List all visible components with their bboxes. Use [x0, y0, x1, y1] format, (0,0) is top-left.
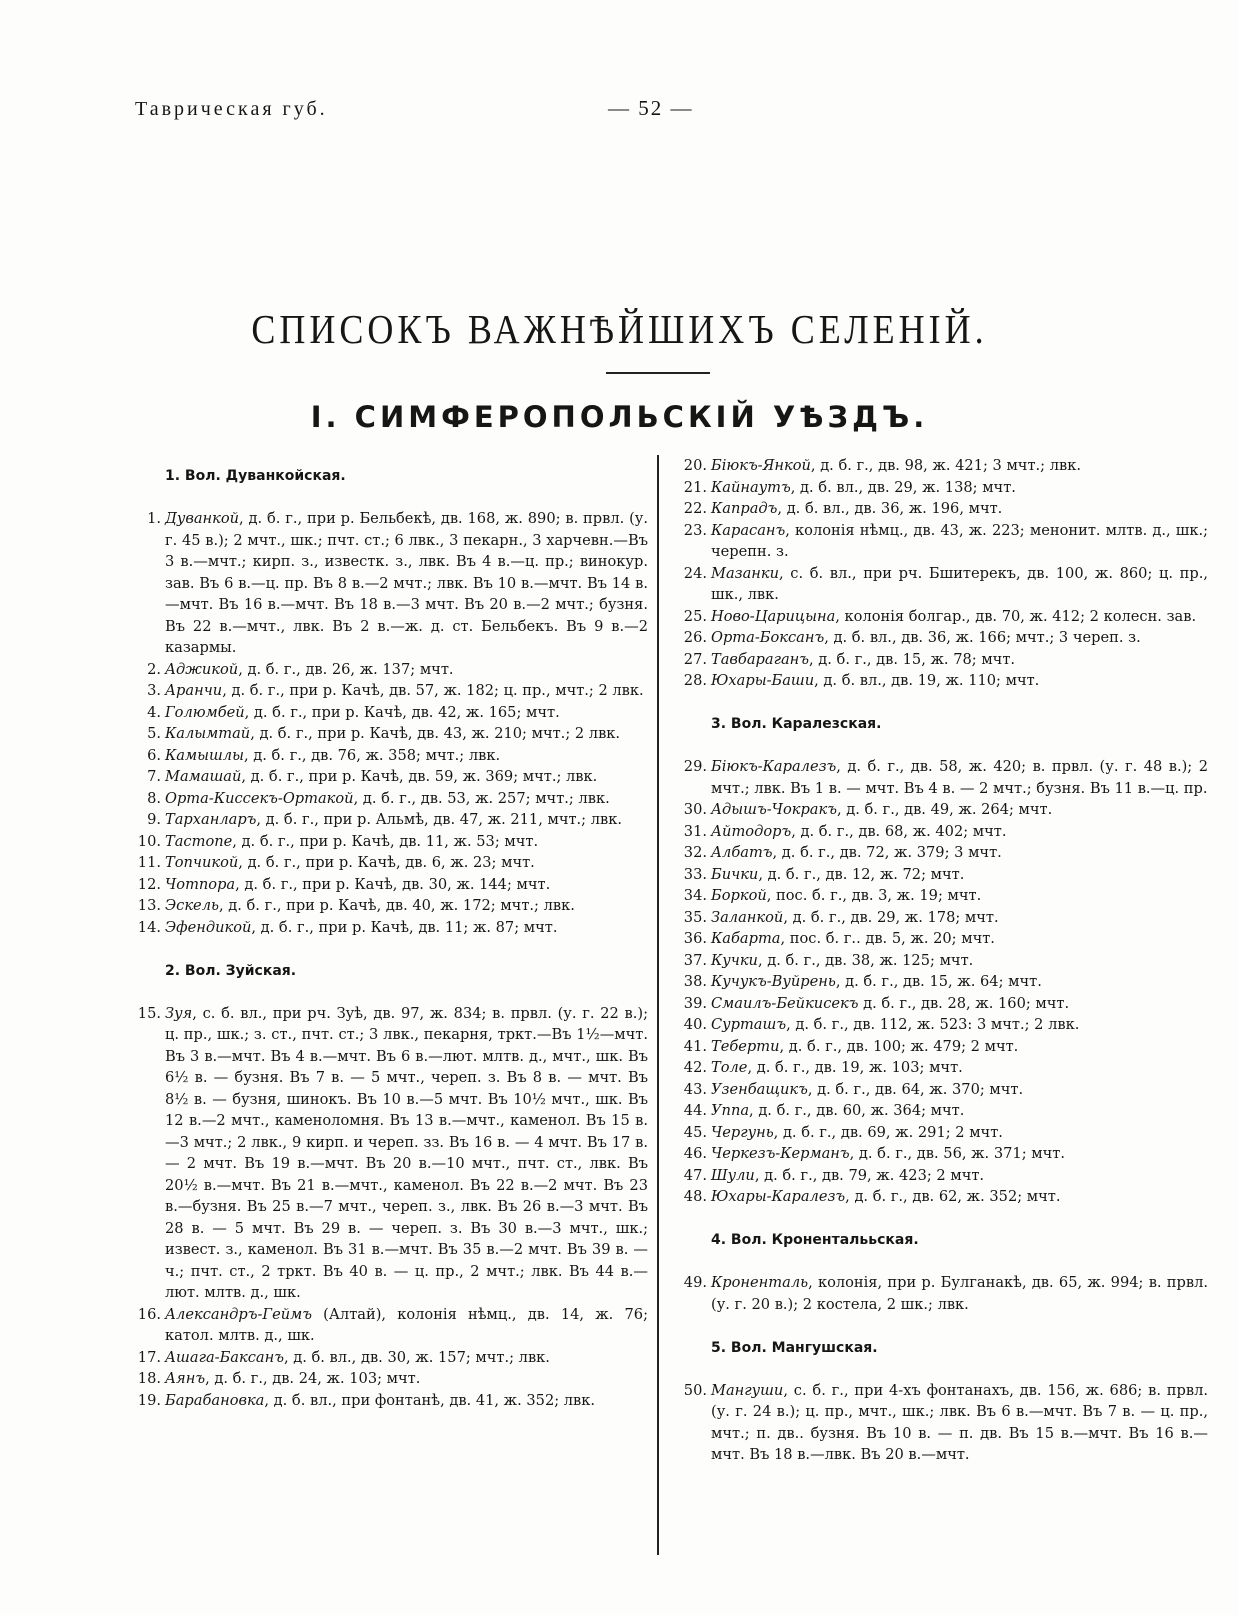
settlement-entry	[137, 680, 648, 702]
settlement-entry	[683, 627, 1208, 649]
entry-number: 8.	[147, 789, 161, 807]
settlement-entry	[137, 895, 648, 917]
settlement-name: Орта-Боксанъ	[711, 629, 825, 646]
entry-number: 44.	[683, 1102, 707, 1119]
settlement-entry	[683, 1014, 1208, 1036]
settlement-entry	[137, 1304, 648, 1347]
entry-number: 31.	[683, 822, 707, 840]
settlement-name: Чергунь	[711, 1123, 774, 1141]
entry-number: 7.	[147, 768, 161, 785]
settlement-entry	[137, 702, 648, 724]
settlement-details: , д. б. г., при р. Качѣ, дв. 11, ж. 53; мчт.	[232, 832, 539, 850]
entry-number: 2.	[147, 660, 161, 678]
settlement-name: Бички	[711, 865, 759, 883]
settlement-name: Боркой	[711, 887, 767, 904]
settlement-entry	[683, 1272, 1208, 1315]
settlement-name: Карасанъ	[711, 521, 786, 539]
settlement-name: Албатъ	[711, 844, 773, 861]
settlement-list	[683, 455, 1208, 692]
settlement-details: , д. б. вл., дв. 30, ж. 157; мчт.; лвк.	[283, 1348, 550, 1366]
settlement-details: , д. б. г., дв. 49, ж. 264; мчт.	[836, 801, 1053, 818]
settlement-entry	[683, 1165, 1208, 1187]
settlement-entry	[137, 1003, 648, 1304]
settlement-details: , д. б. г., дв. 62, ж. 352; мчт.	[845, 1188, 1061, 1205]
settlement-entry	[683, 1079, 1208, 1101]
settlement-entry	[683, 1057, 1208, 1079]
settlement-entry	[683, 563, 1208, 606]
settlement-name: Біюкъ-Янкой	[711, 457, 811, 474]
settlement-entry	[683, 498, 1208, 520]
settlement-entry	[137, 766, 648, 788]
entry-number: 9.	[147, 811, 161, 828]
entry-number: 19.	[137, 1391, 161, 1409]
settlement-list	[683, 756, 1208, 1208]
settlement-details: , д. б. г., дв. 60, ж. 364; мчт.	[749, 1102, 965, 1119]
entry-number: 11.	[137, 854, 161, 871]
entry-number: 37.	[683, 951, 707, 969]
settlement-entry	[683, 1380, 1208, 1466]
entry-number: 16.	[137, 1305, 161, 1323]
entry-number: 33.	[683, 865, 707, 883]
settlement-list	[137, 1003, 648, 1412]
settlement-name: Мамашай	[165, 768, 242, 785]
settlement-entry	[137, 852, 648, 874]
settlement-details: (Алтай), колонія нѣмц., дв. 14, ж. 76; катол. млтв. д., шк.	[165, 1305, 648, 1344]
settlement-name: Сурташъ	[711, 1016, 787, 1033]
entry-number: 5.	[147, 725, 161, 742]
settlement-details: , д. б. г., при р. Бельбекѣ, дв. 168, ж. 890; в. првл. (у. г. 45 в.); 2 мчт., шк.; пчт. ст.; 6 лвк., 3 пекарн., 3 харчевн.—Въ 3 в.—мчт.; кирп. з., известк. з., лвк. Въ 4 в.—ц. пр.; винокур. зав. Въ 6 в.—ц. пр. Въ 8 в.—2 мчт.; лвк. Въ 10 в.—мчт. Въ 14 в.—мчт. Въ 16 в.—мчт. Въ 18 в.—3 мчт. Въ 20 в.—2 мчт.; бузня. Въ 22 в.—мчт., лвк. Въ 2 в.—ж. д. ст. Бельбекъ. Въ 9 в.—2 казармы.	[165, 510, 648, 656]
settlement-details: , д. б. вл., дв. 29, ж. 138; мчт.	[790, 478, 1016, 496]
settlement-details: , д. б. г., при р. Качѣ, дв. 6, ж. 23; мчт.	[238, 854, 535, 871]
settlement-details: , д. б. г., дв. 64, ж. 370; мчт.	[807, 1080, 1024, 1098]
settlement-name: Ашага-Баксанъ	[165, 1348, 284, 1366]
settlement-entry	[683, 799, 1208, 821]
settlement-details: , д. б. г., дв. 79, ж. 423; 2 мчт.	[754, 1166, 985, 1184]
entry-number: 40.	[683, 1016, 707, 1033]
title-divider	[606, 372, 710, 374]
settlement-details: , колонія, при р. Булганакѣ, дв. 65, ж. 994; в. првл. (у. г. 20 в.); 2 костела, 2 шк.; лвк.	[711, 1274, 1208, 1313]
settlement-list	[683, 1272, 1208, 1315]
entry-number: 49.	[683, 1274, 707, 1291]
settlement-list	[137, 508, 648, 938]
settlement-details: , д. б. г., при р. Альмѣ, дв. 47, ж. 211, мчт.; лвк.	[256, 811, 622, 828]
settlement-details: , д. б. г., дв. 29, ж. 178; мчт.	[783, 908, 999, 926]
settlement-details: , д. б. г., при р. Качѣ, дв. 11; ж. 87; мчт.	[251, 918, 558, 936]
settlement-name: Зуя	[165, 1004, 193, 1022]
settlement-name: Уппа	[711, 1102, 750, 1119]
settlement-details: , д. б. г., дв. 72, ж. 379; 3 мчт.	[772, 844, 1002, 861]
settlement-entry	[137, 788, 648, 810]
settlement-entry	[683, 606, 1208, 628]
settlement-name: Мангуши	[711, 1381, 784, 1399]
entry-number: 21.	[683, 478, 707, 496]
entry-number: 29.	[683, 758, 707, 775]
settlement-details: , д. б. вл., дв. 19, ж. 110; мчт.	[814, 672, 1040, 689]
settlement-details: , д. б. г., при р. Качѣ, дв. 42, ж. 165; мчт.	[244, 703, 560, 721]
settlement-entry	[683, 993, 1208, 1015]
settlement-details: , д. б. г., дв. 58, ж. 420; в. првл. (у. г. 48 в.); 2 мчт.; лвк. Въ 1 в. — мчт. Въ 4 в. — 2 мчт.; бузня. Въ 11 в.—ц. пр.	[711, 758, 1208, 797]
settlement-details: , с. б. вл., при рч. Зуѣ, дв. 97, ж. 834; в. првл. (у. г. 22 в.); ц. пр., шк.; з. ст., пчт. ст.; 3 лвк., пекарня, тркт.—Въ 1½—мчт. Въ 3 в.—мчт. Въ 4 в.—мчт. Въ 6 в.—лют. млтв. д., мчт., шк. Въ 6½ в. — бузня. Въ 7 в. — 5 мчт., череп. з. Въ 8 в. — мчт. Въ 8½ в. — бузня, шинокъ. Въ 10 в.—5 мчт. Въ 10½ мчт., шк. Въ 12 в.—2 мчт., каменоломня. Въ 13 в.—мчт., каменол. Въ 15 в.—3 мчт.; 2 лвк., 9 кирп. и череп. зз. Въ 16 в. — 4 мчт. Въ 17 в. — 2 мчт. Въ 19 в.—мчт. Въ 20 в.—10 мчт., пчт. ст., лвк. Въ 20½ в.—мчт. Въ 21 в.—мчт., каменол. Въ 22 в.—2 мчт. Въ 23 в.—бузня. Въ 25 в.—7 мчт., череп. з., лвк. Въ 26 в.—3 мчт. Въ 28 в. — 5 мчт. Въ 29 в. — череп. з. Въ 30 в.—3 мчт., шк.; извест. з., каменол. Въ 31 в.—мчт. Въ 35 в.—2 мчт. Въ 39 в. — ч.; пчт. ст., 2 тркт. Въ 40 в. — ц. пр., 2 мчт.; лвк. Въ 44 в.—лют. млтв. д., шк.	[165, 1004, 648, 1301]
entry-number: 41.	[683, 1037, 707, 1055]
settlement-entry	[683, 455, 1208, 477]
entry-number: 42.	[683, 1059, 707, 1076]
page-title: СПИСОКЪ ВАЖНѢЙШИХЪ СЕЛЕНІЙ.	[251, 306, 988, 352]
settlement-details: , д. б. вл., при фонтанѣ, дв. 41, ж. 352; лвк.	[264, 1391, 596, 1409]
settlement-name: Кучки	[711, 951, 758, 969]
settlement-entry	[683, 670, 1208, 692]
settlement-details: , д. б. г., при р. Качѣ, дв. 57, ж. 182; ц. пр., мчт.; 2 лвк.	[222, 682, 644, 699]
settlement-details: , д. б. г., дв. 69, ж. 291; 2 мчт.	[773, 1123, 1003, 1141]
volost-heading: 4. Вол. Кроненталььская.	[711, 1232, 919, 1248]
settlement-name: Барабановка	[165, 1391, 265, 1409]
settlement-name: Узенбащикъ	[711, 1080, 808, 1098]
entry-number: 36.	[683, 930, 707, 947]
settlement-name: Теберти	[711, 1037, 780, 1055]
settlement-entry	[683, 1036, 1208, 1058]
settlement-entry	[683, 756, 1208, 799]
settlement-name: Эскель	[165, 897, 219, 914]
entry-number: 6.	[147, 746, 161, 764]
running-title: Таврическая губ.	[135, 98, 328, 120]
settlement-details: , д. б. г., при р. Качѣ, дв. 59, ж. 369; мчт.; лвк.	[241, 768, 598, 785]
entry-number: 50.	[683, 1381, 707, 1399]
volost-heading: 3. Вол. Каралезская.	[711, 716, 882, 732]
settlement-name: Кабарта	[711, 930, 781, 947]
settlement-entry	[683, 864, 1208, 886]
settlement-name: Юхары-Каралезъ	[711, 1188, 846, 1205]
settlement-details: , д. б. вл., дв. 36, ж. 166; мчт.; 3 череп. з.	[824, 629, 1141, 646]
settlement-details: , д. б. г., дв. 98, ж. 421; 3 мчт.; лвк.	[810, 457, 1081, 474]
settlement-entry	[683, 821, 1208, 843]
settlement-details: , д. б. г., дв. 19, ж. 103; мчт.	[747, 1059, 963, 1076]
settlement-entry	[137, 1368, 648, 1390]
entry-number: 24.	[683, 564, 707, 582]
settlement-name: Аджикой	[165, 660, 239, 678]
settlement-name: Тавбараганъ	[711, 650, 809, 668]
settlement-name: Біюкъ-Каралезъ	[711, 758, 837, 775]
entry-number: 34.	[683, 887, 707, 904]
settlement-entry	[137, 831, 648, 853]
settlement-entry	[137, 508, 648, 659]
settlement-entry	[683, 842, 1208, 864]
settlement-entry	[137, 809, 648, 831]
settlement-details: , д. б. г., дв. 68, ж. 402; мчт.	[791, 822, 1007, 840]
settlement-details: , д. б. вл., дв. 36, ж. 196, мчт.	[777, 500, 1003, 517]
entry-number: 1.	[147, 510, 161, 527]
entry-number: 46.	[683, 1145, 707, 1162]
settlement-details: , д. б. г., при р. Качѣ, дв. 43, ж. 210; мчт.; 2 лвк.	[250, 725, 621, 742]
settlement-entry	[683, 1100, 1208, 1122]
settlement-name: Заланкой	[711, 908, 784, 926]
settlement-entry	[683, 520, 1208, 563]
entry-number: 23.	[683, 521, 707, 539]
settlement-entry	[137, 874, 648, 896]
entry-number: 3.	[147, 682, 161, 699]
settlement-details: , д. б. г., дв. 100; ж. 479; 2 мчт.	[779, 1037, 1019, 1055]
entry-number: 25.	[683, 607, 707, 625]
settlement-name: Эфендикой	[165, 918, 252, 936]
settlement-entry	[683, 928, 1208, 950]
left-column	[137, 455, 648, 1411]
settlement-name: Айтодоръ	[711, 822, 792, 840]
settlement-entry	[137, 1390, 648, 1412]
settlement-name: Орта-Киссекъ-Ортакой	[165, 789, 354, 807]
settlement-name: Черкезъ-Керманъ	[711, 1145, 850, 1162]
settlement-name: Капрадъ	[711, 500, 778, 517]
entry-number: 12.	[137, 875, 161, 893]
settlement-name: Адышъ-Чокракъ	[711, 801, 837, 818]
settlement-details: , д. б. г., при р. Качѣ, дв. 40, ж. 172; мчт.; лвк.	[218, 897, 575, 914]
settlement-name: Тастопе	[165, 832, 233, 850]
settlement-details: , д. б. г., дв. 76, ж. 358; мчт.; лвк.	[243, 746, 501, 764]
entry-number: 26.	[683, 629, 707, 646]
entry-number: 45.	[683, 1123, 707, 1141]
settlement-entry	[137, 1347, 648, 1369]
entry-number: 18.	[137, 1370, 161, 1387]
entry-number: 15.	[137, 1004, 161, 1022]
page-number: — 52 —	[608, 96, 694, 120]
settlement-name: Калымтай	[165, 725, 251, 742]
volost-heading: 1. Вол. Дуванкойская.	[165, 468, 346, 484]
entry-number: 43.	[683, 1080, 707, 1098]
settlement-details: , д. б. г., дв. 24, ж. 103; мчт.	[205, 1370, 421, 1387]
settlement-entry	[683, 649, 1208, 671]
settlement-details: , д. б. г., дв. 53, ж. 257; мчт.; лвк.	[353, 789, 610, 807]
settlement-details: , д. б. г., дв. 15, ж. 64; мчт.	[835, 973, 1042, 990]
volost-heading: 5. Вол. Мангушская.	[711, 1339, 878, 1356]
entry-number: 47.	[683, 1166, 707, 1184]
settlement-details: , с. б. г., при 4-хъ фонтанахъ, дв. 156, ж. 686; в. првл. (у. г. 24 в.); ц. пр., мчт., шк.; лвк. Въ 6 в.—мчт. Въ 7 в. — ц. пр., мчт.; п. дв.. бузня. Въ 10 в. — п. дв. Въ 15 в.—мчт. Въ 16 в.—мчт. Въ 18 в.—лвк. Въ 20 в.—мчт.	[711, 1381, 1208, 1463]
settlement-details: , колонія нѣмц., дв. 43, ж. 223; менонит. млтв. д., шк.; черепн. з.	[711, 521, 1208, 560]
settlement-name: Толе	[711, 1059, 748, 1076]
settlement-details: , д. б. г., дв. 112, ж. 523: 3 мчт.; 2 лвк.	[786, 1016, 1080, 1033]
settlement-details: , д. б. г., дв. 15, ж. 78; мчт.	[809, 650, 1016, 668]
entry-number: 39.	[683, 994, 707, 1012]
entry-number: 32.	[683, 844, 707, 861]
settlement-entry	[683, 971, 1208, 993]
settlement-name: Мазанки	[711, 564, 780, 582]
settlement-details: д. б. г., дв. 28, ж. 160; мчт.	[858, 994, 1070, 1012]
settlement-entry	[137, 659, 648, 681]
settlement-name: Чотпора	[165, 875, 236, 893]
entry-number: 17.	[137, 1348, 161, 1366]
entry-number: 27.	[683, 650, 707, 668]
settlement-name: Аранчи	[165, 682, 223, 699]
settlement-name: Смаилъ-Бейкисекъ	[711, 994, 859, 1012]
settlement-details: , колонія болгар., дв. 70, ж. 412; 2 колесн. зав.	[835, 607, 1197, 625]
settlement-name: Аянъ	[165, 1370, 206, 1387]
settlement-entry	[683, 885, 1208, 907]
settlement-name: Александръ-Геймъ	[165, 1305, 312, 1323]
settlement-details: , д. б. г., дв. 38, ж. 125; мчт.	[757, 951, 974, 969]
entry-number: 35.	[683, 908, 707, 926]
entry-number: 20.	[683, 457, 707, 474]
entry-number: 13.	[137, 897, 161, 914]
settlement-entry	[683, 1143, 1208, 1165]
settlement-name: Дуванкой	[165, 510, 240, 527]
column-divider	[657, 455, 659, 1555]
entry-number: 4.	[147, 703, 161, 721]
entry-number: 10.	[137, 832, 161, 850]
settlement-entry	[683, 477, 1208, 499]
settlement-name: Топчикой	[165, 854, 239, 871]
entry-number: 22.	[683, 500, 707, 517]
settlement-name: Кроненталь	[711, 1274, 809, 1291]
settlement-details: , д. б. г., при р. Качѣ, дв. 30, ж. 144; мчт.	[235, 875, 551, 893]
settlement-entry	[137, 745, 648, 767]
entry-number: 28.	[683, 672, 707, 689]
right-column	[683, 455, 1208, 1466]
entry-number: 48.	[683, 1188, 707, 1205]
settlement-name: Юхары-Баши	[711, 672, 815, 689]
settlement-details: , пос. б. г.. дв. 5, ж. 20; мчт.	[780, 930, 995, 947]
settlement-name: Тарханларъ	[165, 811, 257, 828]
volost-heading: 2. Вол. Зуйская.	[165, 962, 297, 979]
entry-number: 14.	[137, 918, 161, 936]
settlement-entry	[683, 907, 1208, 929]
settlement-name: Кучукъ-Вуйрень	[711, 973, 836, 990]
settlement-entry	[683, 1122, 1208, 1144]
settlement-entry	[137, 723, 648, 745]
entry-number: 38.	[683, 973, 707, 990]
settlement-entry	[683, 1186, 1208, 1208]
entry-number: 30.	[683, 801, 707, 818]
section-title: I. СИМФЕРОПОЛЬСКІЙ УѢЗДЪ.	[310, 400, 929, 434]
settlement-entry	[683, 950, 1208, 972]
settlement-list	[683, 1380, 1208, 1466]
settlement-details: , с. б. вл., при рч. Бшитерекъ, дв. 100, ж. 860; ц. пр., шк., лвк.	[711, 564, 1208, 603]
settlement-name: Камышлы	[165, 746, 244, 764]
settlement-name: Шули	[711, 1166, 755, 1184]
settlement-name: Ново-Царицына	[711, 607, 836, 625]
settlement-details: , д. б. г., дв. 26, ж. 137; мчт.	[238, 660, 454, 678]
settlement-entry	[137, 917, 648, 939]
settlement-details: , д. б. г., дв. 12, ж. 72; мчт.	[758, 865, 965, 883]
settlement-name: Кайнаутъ	[711, 478, 791, 496]
settlement-details: , пос. б. г., дв. 3, ж. 19; мчт.	[766, 887, 982, 904]
settlement-name: Голюмбей	[165, 703, 245, 721]
settlement-details: , д. б. г., дв. 56, ж. 371; мчт.	[849, 1145, 1065, 1162]
